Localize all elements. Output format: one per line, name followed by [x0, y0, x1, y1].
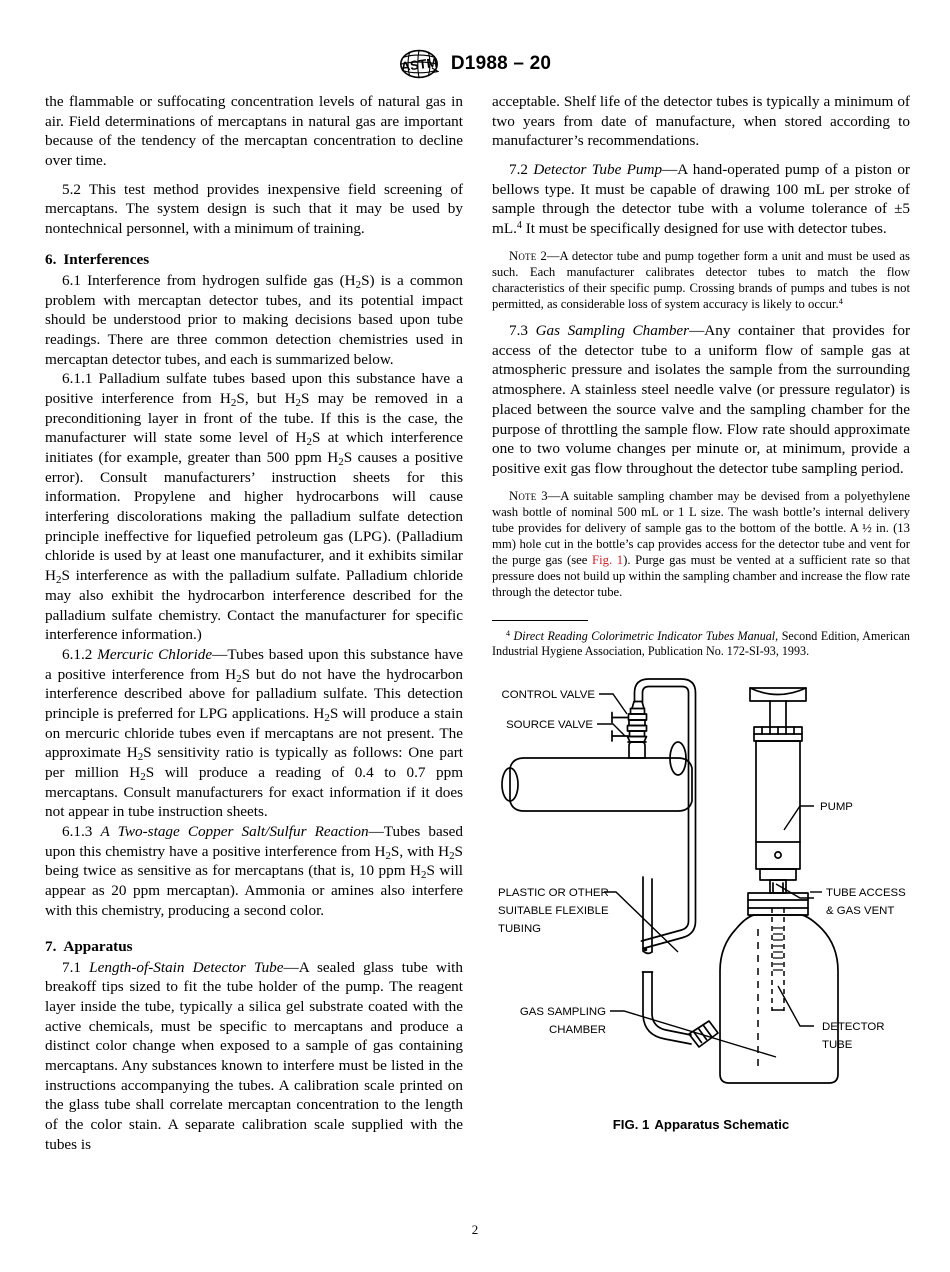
section-number: 6.	[45, 250, 57, 268]
label-detector-line2: TUBE	[822, 1038, 853, 1051]
section-heading-7	[45, 938, 463, 956]
subsection-title: Mercuric Chloride	[97, 645, 213, 663]
paragraph-7-2: 7.2 Detector Tube Pump—A hand-operated pump of a piston or bellows type. It must be capable of drawing 100 mL per stroke of sample through the detector tube with a volume tolerance of ±5 mL.$^4$ It must be specifically designed for use with detector tubes.	[492, 161, 910, 238]
footnote-4: $^4$ Direct Reading Colorimetric Indicator Tubes Manual, Second Edition, American Industrial Hygiene Association, Publication No. 172-SI-93, 1993.	[492, 629, 910, 659]
note-label: Note	[509, 248, 537, 263]
section-number: 7.	[45, 937, 57, 955]
note-3: Note 3—A suitable sampling chamber may be devised from a polyethylene wash bottle of nominal 500 mL or 1 L size. The wash bottle’s internal delivery tube provides for delivery of sample gas to the bottom of the bottle. A ½ in. (13 mm) hole cut in the bottle’s cap provides access for the detector tube and vent for the purge gas (see Fig. 1). Purge gas must be vented at a sufficient rate so that pressure does not build up within the sampling chamber and increase the flow rate through the detector tube.	[492, 488, 910, 599]
bottle-cap	[748, 893, 808, 915]
paragraph-7-1-continued: acceptable. Shelf life of the detector tubes is typically a minimum of two years from date of manufacture, when stored according to manufacturer’s recommendations.	[492, 93, 910, 150]
leader-control-valve	[599, 694, 627, 714]
tubing-stub	[643, 877, 652, 953]
figure-1	[492, 676, 910, 1132]
label-tubing-line3: TUBING	[498, 922, 542, 935]
subsection-title: Length-of-Stain Detector Tube	[89, 958, 284, 976]
label-tubing-line1: PLASTIC OR OTHER	[498, 886, 609, 899]
footnote-number: 4	[506, 629, 510, 639]
paragraph-6-1: 6.1 Interference from hydrogen sulfide gas $(H_2S)$ is a common problem with mercaptan detector tubes, and its potential impact should be understood prior to making decisions based upon tube readings. There are three common detection chemistries used in mercaptan detector tubes, and each is summarized below.	[45, 271, 463, 368]
leader-pump	[784, 806, 814, 830]
subsection-title: Gas Sampling Chamber	[535, 322, 690, 340]
footnote-reference[interactable]: 4	[516, 220, 522, 232]
label-tubing-line2: SUITABLE FLEXIBLE	[498, 904, 609, 917]
detector-tube-pump	[750, 688, 806, 893]
footnote-block	[492, 618, 910, 660]
section-title: Interferences	[63, 250, 150, 268]
right-column	[492, 92, 910, 1132]
svg-text:ASTM: ASTM	[399, 54, 439, 75]
article-body	[45, 92, 910, 1154]
leader-source-valve	[597, 724, 625, 736]
astm-logo	[399, 48, 439, 80]
label-tube-access-line2: & GAS VENT	[826, 904, 895, 917]
subsection-title: Detector Tube Pump	[533, 161, 663, 179]
label-source-valve: SOURCE VALVE	[506, 718, 593, 731]
leader-gas-chamber	[610, 1011, 776, 1057]
leader-tubing	[604, 892, 678, 952]
footnote-reference[interactable]: 4	[838, 296, 843, 306]
note-2: Note 2—A detector tube and pump together form a unit and must be used as such. Each manufacturer calibrates detector tubes to match the flow characteristics of their specific pump. Crossing brands of pumps and tubes is not permitted, as considerable loss of system accuracy is likely to occur.$^4$	[492, 248, 910, 311]
apparatus-schematic-drawing	[492, 676, 910, 1111]
label-detector-line1: DETECTOR	[822, 1020, 885, 1033]
paragraph-7-3: 7.3 Gas Sampling Chamber—Any container that provides for access of the detector tube to a uniform flow of sample gas at atmospheric pressure and isolates the sample from the surrounding atmosphere. A stainless steel needle valve (or pressure regulator) is placed between the source valve and the sampling chamber for the purpose of throttling the sample flow. Flow rate should approximate one to two volume changes per minute or, at minimum, provide a positive exit gas flow throughout the detector tube sampling period.	[492, 322, 911, 477]
figure-1-link[interactable]: Fig. 1	[592, 552, 624, 567]
label-tube-access-line1: TUBE ACCESS	[826, 886, 906, 899]
document-designation: D1988 – 20	[450, 53, 552, 74]
figure-caption	[492, 1117, 910, 1132]
section-title: Apparatus	[63, 937, 133, 955]
label-gas-chamber-line2: CHAMBER	[549, 1023, 606, 1036]
paragraph-7-1: 7.1 Length-of-Stain Detector Tube—A sealed glass tube with breakoff tips sized to fit the tube holder of the pump. The reagent layer inside the tube, typically a silica gel substrate coated with the active chemicals, must be specific to mercaptans and produce a distinct color change when exposed to a sample of gas containing mercaptans. Any substances known to interfere must be listed in the instructions accompanying the tubes. A calibration scale printed on the glass tube shall correlate mercaptan concentration to the length of the color stain. A separate calibration scale supplied with the tubes is	[45, 958, 463, 1153]
figure-title: Apparatus Schematic	[654, 1116, 790, 1132]
paragraph-5-2: 5.2 This test method provides inexpensive field screening of mercaptans. The system design is such that it may be used by nontechnical personnel, with a minimum of training.	[45, 180, 463, 238]
label-gas-chamber-line1: GAS SAMPLING	[519, 1005, 606, 1018]
gas-pipe	[502, 742, 692, 811]
page-number: 2	[471, 1222, 479, 1237]
paragraph-6-1-3: 6.1.3 A Two-stage Copper Salt/Sulfur Reaction—Tubes based upon this chemistry have a positive interference from $H_2S$, with $H_2S$ being twice as sensitive as for mercaptans (that is, 10 ppm $H_2S$ will appear as 20 ppm mercaptan). Ammonia or amines also interfere with this chemistry, producing a second color.	[45, 823, 464, 919]
paragraph-6-1-2: 6.1.2 Mercuric Chloride—Tubes based upon this substance have a positive interference from $H_2S$ but do not have the hydrocarbon interference described above for palladium sulfate. This detection principle is preferred for LPG applications. $H_2S$ will produce a stain on mercuric chloride tubes even if mercaptans are not present. The approximate $H_2S$ sensitivity ratio is typically as follows: One part per million $H_2S$ will produce a reading of 0.4 to 0.7 ppm mercaptans. Consult manufacturers for exact information if it does not appear in tube instruction sheets.	[45, 645, 464, 821]
subscript-2: 2	[355, 278, 362, 291]
footnote-separator	[492, 620, 588, 621]
left-column	[45, 92, 463, 1154]
label-control-valve: CONTROL VALVE	[501, 688, 595, 701]
figure-number: FIG. 1	[612, 1116, 650, 1132]
footnote-title: Direct Reading Colorimetric Indicator Tubes Manual	[513, 629, 776, 643]
label-pump: PUMP	[820, 800, 853, 813]
valve-assembly	[612, 701, 647, 758]
section-heading-6	[45, 251, 463, 269]
note-label: Note	[509, 488, 537, 503]
page-header	[0, 44, 950, 84]
paragraph-6-1-1: 6.1.1 Palladium sulfate tubes based upon this substance have a positive interference from $H_2S$, but $H_2S$ may be removed in a preconditioning layer in front of the tube. If this is the case, the manufacturer will state some level of $H_2S$ at which interference initiates (for example, greater than 500 ppm $H_2S$ causes a positive error). Consult manufacturers’ instruction sheets for this information. Propylene and higher hydrocarbons will cause interfering discolorations making the palladium sulfate detection principle ineffective for liquefied petroleum gas (LPG). (Palladium chloride is used by at least one manufacturer, and it exhibits similar $H_2S$ interference as with the palladium sulfate. Palladium chloride may also exhibit the hydrocarbon interference described for the palladium sulfate chemistry. Contact the manufacturer for specific interference information.)	[45, 370, 464, 644]
subsection-title: A Two-stage Copper Salt/Sulfur Reaction	[100, 823, 369, 841]
paragraph-5-1-continued: the flammable or suffocating concentration levels of natural gas in air. Field determinations of mercaptans in natural gas are important because of the tendency of the mercaptan concentration to decline over time.	[45, 93, 463, 170]
